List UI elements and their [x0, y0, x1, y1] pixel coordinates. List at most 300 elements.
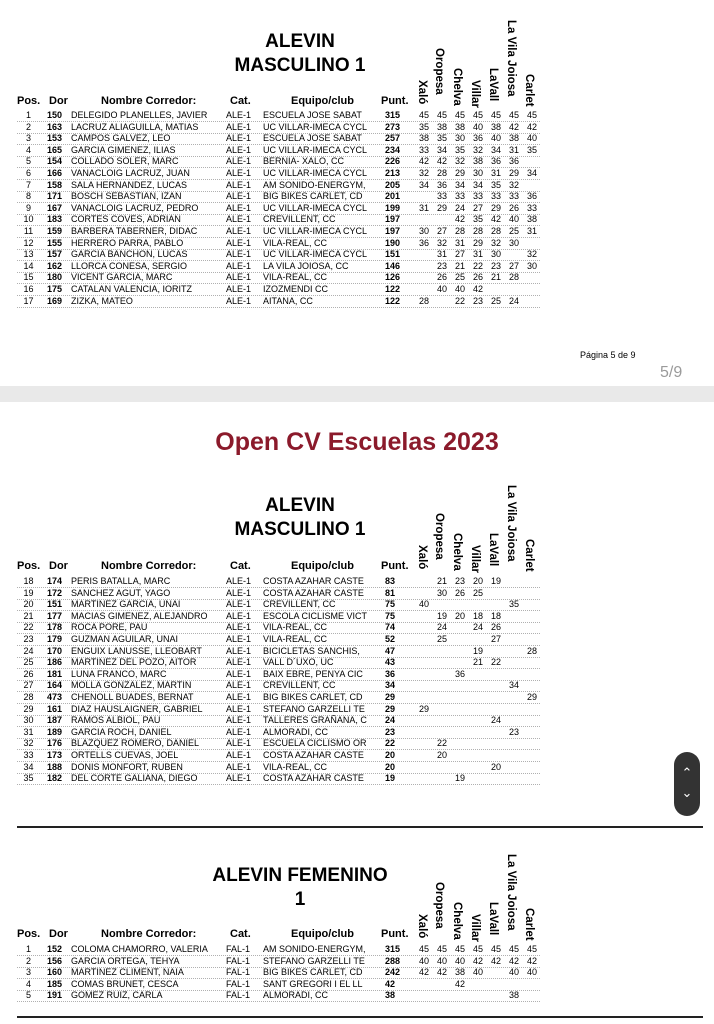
column-header-name: Nombre Corredor:	[101, 95, 197, 107]
race-score: 35	[418, 121, 429, 132]
bib-number: 157	[46, 249, 63, 260]
race-score: 29	[418, 703, 429, 714]
total-points: 226	[385, 156, 401, 167]
total-points: 122	[385, 284, 401, 294]
race-score: 31	[418, 202, 429, 213]
bib-number: 191	[46, 990, 63, 1001]
position: 3	[25, 967, 31, 978]
category: ALE-1	[226, 191, 252, 202]
race-score: 42	[508, 121, 519, 132]
race-header: Carlet	[523, 539, 535, 572]
position: 25	[23, 657, 34, 668]
race-score: 36	[508, 156, 519, 167]
category: FAL-1	[226, 990, 251, 1001]
race-header: Villar	[469, 545, 481, 573]
total-points: 75	[385, 599, 396, 610]
category: FAL-1	[226, 955, 251, 966]
bib-number: 161	[46, 703, 63, 714]
club-name: TALLERES GRAÑANA, C	[263, 715, 367, 726]
rider-name: GUZMAN AGUILAR, UNAI	[71, 634, 179, 644]
race-score: 28	[436, 168, 447, 178]
club-name: ESCUELA JOSE SABAT	[263, 133, 362, 144]
race-score: 32	[472, 144, 483, 155]
rider-name: DELEGIDO PLANELLES, JAVIER	[71, 110, 208, 120]
club-name: UC VILLAR-IMECA CYCL	[263, 144, 368, 155]
total-points: 20	[385, 750, 396, 760]
race-score: 26	[472, 272, 483, 283]
position: 17	[23, 295, 34, 306]
race-score: 24	[472, 622, 483, 633]
race-score: 31	[490, 168, 501, 178]
race-score: 40	[436, 284, 447, 294]
race-score: 36	[418, 237, 429, 248]
race-score: 30	[454, 133, 465, 144]
race-score: 23	[472, 295, 483, 306]
rider-name: CAMPOS GALVEZ, LEO	[71, 133, 171, 144]
race-score: 40	[508, 967, 519, 978]
race-score: 23	[508, 726, 519, 737]
bib-number: 155	[46, 237, 63, 248]
club-name: ESCOLA CICLISME VICT	[263, 610, 368, 621]
position: 3	[25, 133, 31, 144]
race-header: LaVall	[487, 68, 499, 102]
column-header-dor: Dor	[49, 560, 68, 572]
race-score: 42	[526, 955, 537, 966]
column-header-cat: Cat.	[230, 95, 251, 107]
bib-number: 160	[46, 967, 63, 978]
page-scroller[interactable]	[674, 752, 700, 816]
category: ALE-1	[226, 133, 252, 144]
rider-name: GOMEZ RUIZ, CARLA	[71, 990, 163, 1001]
category-subtitle: 1	[294, 889, 306, 910]
race-score: 42	[436, 967, 447, 978]
chevron-down-icon[interactable]: ⌄	[681, 785, 693, 800]
category: ALE-1	[226, 576, 252, 586]
rider-name: MOLLA GONZALEZ, MARTIN	[71, 680, 192, 691]
club-name: STEFANO GARZELLI TE	[263, 955, 365, 966]
club-name: AM SONIDO-ENERGYM,	[263, 944, 366, 954]
race-score: 42	[472, 284, 483, 294]
position: 1	[25, 110, 31, 120]
category: FAL-1	[226, 978, 251, 989]
race-score: 29	[508, 168, 519, 178]
total-points: 23	[385, 726, 396, 737]
pdf-page-5	[0, 0, 714, 386]
race-score: 28	[472, 226, 483, 236]
total-points: 36	[385, 668, 396, 679]
bib-number: 152	[46, 944, 63, 954]
category-title: ALEVIN FEMENINO	[212, 865, 388, 886]
club-name: SANT GREGORI I EL LL	[263, 978, 363, 989]
position: 19	[23, 587, 34, 598]
category-subtitle: MASCULINO 1	[234, 519, 366, 540]
bib-number: 178	[46, 622, 63, 633]
race-score: 40	[508, 214, 519, 225]
total-points: 52	[385, 634, 396, 644]
table-row	[17, 295, 540, 308]
bib-number: 158	[46, 179, 63, 190]
category: ALE-1	[226, 761, 252, 772]
club-name: VILA-REAL, CC	[263, 272, 328, 283]
rider-name: GARCIA GIMENEZ, ILIAS	[71, 144, 176, 155]
race-score: 29	[490, 202, 501, 213]
total-points: 20	[385, 761, 396, 772]
race-score: 40	[418, 599, 429, 610]
race-score: 38	[508, 990, 519, 1001]
total-points: 242	[385, 967, 401, 978]
category: ALE-1	[226, 726, 252, 737]
position: 16	[23, 284, 34, 294]
category-title: ALEVIN	[265, 31, 335, 52]
race-header: La Vila Joiosa	[505, 485, 517, 562]
race-score: 40	[454, 955, 465, 966]
category: ALE-1	[226, 260, 252, 271]
chevron-up-icon[interactable]: ⌃	[681, 765, 693, 780]
race-score: 30	[418, 226, 429, 236]
race-score: 30	[490, 249, 501, 260]
race-score: 45	[418, 110, 429, 120]
race-score: 28	[490, 226, 501, 236]
category: ALE-1	[226, 179, 252, 190]
position: 11	[23, 226, 34, 236]
club-name: VALL D´UXO, UC	[263, 657, 334, 668]
position: 9	[25, 202, 31, 213]
race-score: 21	[436, 576, 447, 586]
rider-name: ENGUIX LANUSSE, LLEOBART	[71, 645, 202, 656]
rider-name: SALA HERNANDEZ, LUCAS	[71, 179, 188, 190]
race-score: 32	[454, 156, 465, 167]
race-score: 26	[490, 622, 501, 633]
table-title-1	[200, 30, 400, 78]
race-score: 35	[490, 179, 501, 190]
column-header-club: Equipo/club	[291, 560, 354, 572]
total-points: 34	[385, 680, 396, 691]
rider-name: VICENT GARCIA, MARC	[71, 272, 173, 283]
rider-name: RAMOS ALBIOL, PAU	[71, 715, 161, 726]
race-score: 30	[436, 587, 447, 598]
bib-number: 189	[46, 726, 63, 737]
total-points: 257	[385, 133, 401, 144]
total-points: 197	[385, 214, 401, 225]
race-score: 26	[508, 202, 519, 213]
table-title-3	[200, 864, 400, 912]
position: 35	[23, 773, 34, 784]
position: 2	[25, 955, 31, 966]
table-end-line	[17, 826, 703, 828]
race-score: 33	[490, 191, 501, 202]
club-name: IZOZMENDI CC	[263, 284, 328, 294]
race-header: Xaló	[416, 545, 428, 570]
rider-name: CHENOLL BUADES, BERNAT	[71, 692, 194, 702]
position: 33	[23, 750, 34, 760]
total-points: 42	[385, 978, 396, 989]
category: ALE-1	[226, 272, 252, 283]
position: 20	[23, 599, 34, 610]
position: 29	[23, 703, 34, 714]
position: 7	[25, 179, 31, 190]
race-score: 45	[508, 110, 519, 120]
race-score: 40	[526, 133, 537, 144]
bib-number: 171	[46, 191, 63, 202]
position: 22	[23, 622, 34, 633]
bib-number: 181	[46, 668, 63, 679]
race-header: La Vila Joiosa	[505, 854, 517, 931]
race-score: 24	[508, 295, 519, 306]
position: 15	[23, 272, 34, 283]
race-score: 32	[526, 249, 537, 260]
total-points: 47	[385, 645, 396, 656]
category: ALE-1	[226, 773, 252, 784]
race-score: 35	[508, 599, 519, 610]
page-separator	[0, 386, 714, 402]
club-name: COSTA AZAHAR CASTE	[263, 773, 364, 784]
category: ALE-1	[226, 715, 252, 726]
race-score: 35	[436, 133, 447, 144]
race-score: 23	[454, 576, 465, 586]
race-header: Villar	[469, 914, 481, 942]
race-score: 34	[472, 179, 483, 190]
race-score: 25	[454, 272, 465, 283]
race-score: 38	[436, 121, 447, 132]
race-header: Chelva	[451, 68, 463, 106]
rider-name: MARTINEZ CLIMENT, NAIA	[71, 967, 184, 978]
rider-name: DIAZ HAUSLAIGNER, GABRIEL	[71, 703, 203, 714]
club-name: UC VILLAR-IMECA CYCL	[263, 226, 368, 236]
race-header: Chelva	[451, 533, 463, 571]
rider-name: CATALAN VALENCIA, IORITZ	[71, 284, 193, 294]
club-name: ALMORADI, CC	[263, 726, 329, 737]
race-score: 34	[526, 168, 537, 178]
total-points: 19	[385, 773, 396, 784]
total-points: 190	[385, 237, 401, 248]
race-score: 27	[508, 260, 519, 271]
column-header-cat: Cat.	[230, 560, 251, 572]
race-score: 23	[436, 260, 447, 271]
category: ALE-1	[226, 750, 252, 760]
race-score: 45	[472, 110, 483, 120]
race-score: 20	[490, 761, 501, 772]
bib-number: 169	[46, 295, 63, 306]
bib-number: 167	[46, 202, 63, 213]
race-score: 29	[436, 202, 447, 213]
column-header-dor: Dor	[49, 928, 68, 940]
race-score: 29	[526, 692, 537, 702]
club-name: UC VILLAR-IMECA CYCL	[263, 249, 368, 260]
race-score: 34	[418, 179, 429, 190]
rider-name: BOSCH SEBASTIAN, IZAN	[71, 191, 182, 202]
rider-name: LLORCA CONESA, SERGIO	[71, 260, 188, 271]
club-name: CREVILLENT, CC	[263, 680, 336, 691]
race-score: 18	[490, 610, 501, 621]
position: 34	[23, 761, 34, 772]
category: ALE-1	[226, 738, 252, 749]
race-score: 36	[526, 191, 537, 202]
column-header-club: Equipo/club	[291, 95, 354, 107]
club-name: VILA-REAL, CC	[263, 634, 328, 644]
race-score: 38	[472, 156, 483, 167]
category: ALE-1	[226, 668, 252, 679]
position: 18	[23, 576, 34, 586]
total-points: 29	[385, 692, 396, 702]
race-score: 40	[526, 967, 537, 978]
total-points: 213	[385, 168, 401, 178]
column-header-dor: Dor	[49, 95, 68, 107]
race-score: 21	[454, 260, 465, 271]
race-score: 20	[472, 576, 483, 586]
race-score: 34	[508, 680, 519, 691]
race-score: 38	[418, 133, 429, 144]
race-score: 32	[436, 237, 447, 248]
race-score: 31	[472, 249, 483, 260]
bib-number: 154	[46, 156, 63, 167]
race-score: 24	[490, 715, 501, 726]
bib-number: 150	[46, 110, 63, 120]
rider-name: GARCIA ROCH, DANIEL	[71, 726, 172, 737]
bib-number: 170	[46, 645, 63, 656]
rider-name: DONIS MONFORT, RUBEN	[71, 761, 183, 772]
race-score: 42	[418, 967, 429, 978]
race-header: LaVall	[487, 533, 499, 567]
rider-name: BLAZQUEZ ROMERO, DANIEL	[71, 738, 200, 749]
club-name: CREVILLENT, CC	[263, 599, 336, 610]
table-title-2	[200, 494, 400, 542]
category: ALE-1	[226, 284, 252, 294]
race-score: 36	[454, 668, 465, 679]
total-points: 146	[385, 260, 401, 271]
race-score: 33	[526, 202, 537, 213]
bib-number: 183	[46, 214, 63, 225]
club-name: BIG BIKES CARLET, CD	[263, 191, 363, 202]
bib-number: 176	[46, 738, 63, 749]
rider-name: PERIS BATALLA, MARC	[71, 576, 171, 586]
club-name: ESCUELA JOSE SABAT	[263, 110, 362, 120]
position: 31	[23, 726, 34, 737]
category: ALE-1	[226, 295, 252, 306]
bib-number: 177	[46, 610, 63, 621]
race-score: 40	[436, 955, 447, 966]
rider-name: COLLADO SOLER, MARC	[71, 156, 179, 167]
race-score: 25	[490, 295, 501, 306]
race-score: 36	[436, 179, 447, 190]
race-score: 42	[418, 156, 429, 167]
position: 28	[23, 692, 34, 702]
bib-number: 151	[46, 599, 63, 610]
race-score: 40	[490, 133, 501, 144]
race-header: La Vila Joiosa	[505, 20, 517, 97]
race-header: Oropesa	[433, 513, 445, 560]
total-points: 273	[385, 121, 401, 132]
race-score: 21	[490, 272, 501, 283]
total-points: 288	[385, 955, 401, 966]
bib-number: 159	[46, 226, 63, 236]
race-header: Oropesa	[433, 882, 445, 929]
race-score: 42	[526, 121, 537, 132]
rider-name: BARBERA TABERNER, DIDAC	[71, 226, 198, 236]
club-name: UC VILLAR-IMECA CYCL	[263, 202, 368, 213]
race-score: 42	[490, 955, 501, 966]
club-name: UC VILLAR-IMECA CYCL	[263, 121, 368, 132]
category: ALE-1	[226, 214, 252, 225]
club-name: ESCUELA CICLISMO OR	[263, 738, 367, 749]
club-name: AM SONIDO-ENERGYM,	[263, 179, 366, 190]
club-name: ALMORADI, CC	[263, 990, 329, 1001]
rider-name: LACRUZ ALIAGUILLA, MATIAS	[71, 121, 199, 132]
club-name: BIG BIKES CARLET, CD	[263, 967, 363, 978]
race-score: 29	[472, 237, 483, 248]
bib-number: 162	[46, 260, 63, 271]
rider-name: SANCHEZ AGUT, YAGO	[71, 587, 171, 598]
club-name: VILA-REAL, CC	[263, 761, 328, 772]
bib-number: 165	[46, 144, 63, 155]
column-header-name: Nombre Corredor:	[101, 560, 197, 572]
race-score: 27	[490, 634, 501, 644]
total-points: 205	[385, 179, 401, 190]
position: 5	[25, 990, 31, 1001]
rider-name: HERRERO PARRA, PABLO	[71, 237, 184, 248]
rider-name: GARCIA ORTEGA, TEHYA	[71, 955, 180, 966]
race-score: 45	[436, 110, 447, 120]
race-header: Chelva	[451, 902, 463, 940]
race-score: 19	[436, 610, 447, 621]
race-header: Villar	[469, 80, 481, 108]
race-score: 34	[490, 144, 501, 155]
race-score: 45	[454, 944, 465, 954]
race-score: 25	[472, 587, 483, 598]
category: ALE-1	[226, 237, 252, 248]
club-name: COSTA AZAHAR CASTE	[263, 750, 364, 760]
document-title: Open CV Escuelas 2023	[215, 428, 499, 456]
position: 2	[25, 121, 31, 132]
total-points: 24	[385, 715, 396, 726]
race-score: 42	[472, 955, 483, 966]
column-header-pos: Pos.	[17, 560, 41, 572]
bib-number: 179	[46, 634, 63, 644]
category: FAL-1	[226, 967, 251, 978]
race-score: 34	[436, 144, 447, 155]
column-header-name: Nombre Corredor:	[101, 928, 197, 940]
category: ALE-1	[226, 680, 252, 691]
column-header-pts: Punt.	[381, 95, 409, 107]
column-header-club: Equipo/club	[291, 928, 354, 940]
position: 10	[23, 214, 34, 225]
race-score: 28	[508, 272, 519, 283]
bib-number: 175	[46, 284, 63, 294]
race-header: Carlet	[523, 908, 535, 941]
race-score: 24	[454, 202, 465, 213]
club-name: COSTA AZAHAR CASTE	[263, 587, 364, 598]
total-points: 81	[385, 587, 396, 598]
total-points: 83	[385, 576, 396, 586]
race-score: 21	[472, 657, 483, 668]
column-header-pos: Pos.	[17, 928, 41, 940]
total-points: 126	[385, 272, 401, 283]
bib-number: 187	[46, 715, 63, 726]
race-score: 38	[454, 121, 465, 132]
rider-name: LUNA FRANCO, MARC	[71, 668, 167, 679]
category: ALE-1	[226, 121, 252, 132]
category: ALE-1	[226, 156, 252, 167]
rider-name: COLOMA CHAMORRO, VALERIA	[71, 944, 208, 954]
position: 30	[23, 715, 34, 726]
race-score: 31	[526, 226, 537, 236]
race-score: 20	[454, 610, 465, 621]
category: ALE-1	[226, 587, 252, 598]
category: ALE-1	[226, 168, 252, 178]
race-score: 45	[418, 944, 429, 954]
club-name: VILA-REAL, CC	[263, 622, 328, 633]
total-points: 29	[385, 703, 396, 714]
total-points: 199	[385, 202, 401, 213]
